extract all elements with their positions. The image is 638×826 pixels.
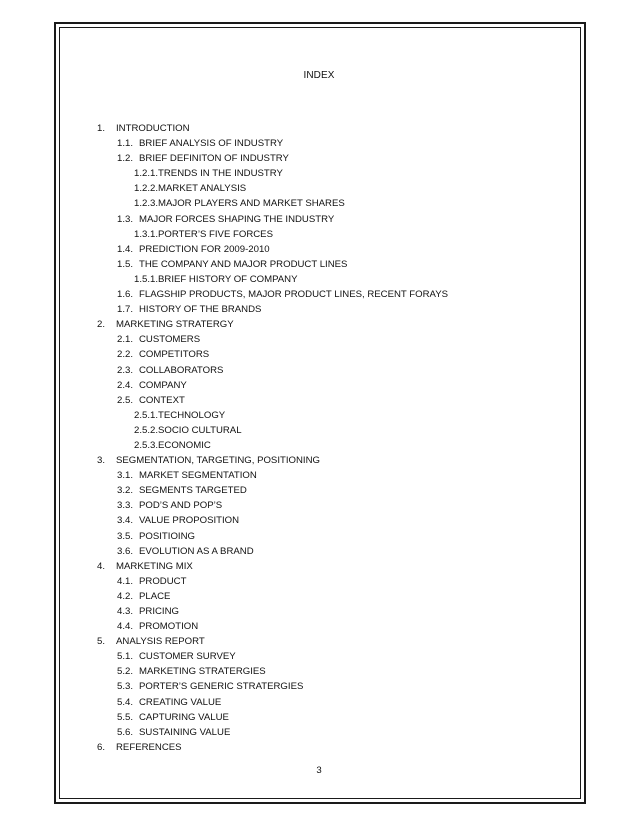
toc-entry-text: THE COMPANY AND MAJOR PRODUCT LINES	[139, 258, 348, 270]
toc-entry-level-2	[97, 649, 537, 664]
toc-entry-number: 5.3.	[117, 681, 134, 693]
toc-entry-level-2	[97, 725, 537, 740]
toc-entry-number: 1.2.	[117, 153, 134, 165]
toc-entry-level-1	[97, 317, 537, 332]
toc-entry-text: SOCIO CULTURAL	[158, 424, 242, 436]
toc-entry-level-2	[97, 287, 537, 302]
toc-entry-text: CONTEXT	[139, 394, 185, 406]
toc-entry-number: 3.6.	[117, 545, 134, 557]
toc-entry-text: ANALYSIS REPORT	[116, 636, 205, 648]
toc-entry-number: 3.5.	[117, 530, 134, 542]
toc-entry-text: PORTER’S FIVE FORCES	[158, 228, 273, 240]
toc-entry-number: 2.5.	[117, 394, 134, 406]
toc-entry-number: 5.4.	[117, 696, 134, 708]
toc-entry-number: 4.1.	[117, 575, 134, 587]
toc-entry-text: PORTER’S GENERIC STRATERGIES	[139, 681, 304, 693]
toc-entry-number: 6.	[97, 741, 106, 753]
toc-entry-level-1	[97, 740, 537, 755]
toc-entry-level-1	[97, 559, 537, 574]
toc-entry-level-2	[97, 257, 537, 272]
toc-entry-level-3	[97, 181, 537, 196]
toc-entry-number: 1.3.	[117, 213, 134, 225]
toc-entry-number: 2.1.	[117, 334, 134, 346]
toc-entry-number: 5.5.	[117, 711, 134, 723]
toc-entry-number: 2.5.2.	[134, 424, 159, 436]
toc-entry-text: BRIEF HISTORY OF COMPANY	[158, 273, 298, 285]
toc-entry-level-2	[97, 242, 537, 257]
toc-entry-text: INTRODUCTION	[116, 123, 190, 134]
toc-entry-level-3	[97, 408, 537, 423]
toc-entry-level-2	[97, 679, 537, 694]
toc-entry-level-1	[97, 453, 537, 468]
toc-entry-text: PRODUCT	[139, 575, 187, 587]
toc-entry-number: 4.4.	[117, 621, 134, 633]
toc-entry-text: POD’S AND POP’S	[139, 500, 223, 512]
toc-entry-level-2	[97, 619, 537, 634]
toc-entry-number: 3.2.	[117, 485, 134, 497]
toc-entry-number: 2.5.1.	[134, 409, 159, 421]
toc-entry-number: 1.2.2.	[134, 183, 159, 195]
page-number: 3	[316, 765, 322, 776]
toc-entry-number: 4.3.	[117, 606, 134, 617]
toc-entry-level-2	[97, 574, 537, 589]
toc-entry-number: 2.	[97, 319, 106, 331]
toc-entry-number: 2.5.3.	[134, 439, 159, 451]
toc-entry-level-2	[97, 498, 537, 513]
toc-entry-level-2	[97, 483, 537, 498]
toc-entry-number: 3.1.	[117, 470, 134, 482]
toc-entry-text: VALUE PROPOSITION	[139, 515, 240, 527]
toc-entry-number: 3.3.	[117, 500, 134, 512]
toc-entry-level-2	[97, 302, 537, 317]
toc-entry-text: MARKET ANALYSIS	[158, 183, 247, 195]
toc-entry-text: BRIEF DEFINITON OF INDUSTRY	[139, 153, 289, 165]
toc-entry-number: 2.3.	[117, 364, 134, 376]
toc-entry-number: 5.6.	[117, 726, 134, 738]
toc-entry-level-2	[97, 332, 537, 347]
toc-entry-level-2	[97, 710, 537, 725]
toc-entry-level-2	[97, 468, 537, 483]
toc-entry-number: 5.	[97, 636, 106, 648]
toc-entry-level-2	[97, 378, 537, 393]
toc-entry-text: MAJOR FORCES SHAPING THE INDUSTRY	[139, 213, 335, 225]
toc-entry-text: SEGMENTATION, TARGETING, POSITIONING	[116, 455, 320, 467]
toc-entry-text: BRIEF ANALYSIS OF INDUSTRY	[139, 138, 284, 150]
toc-entry-level-2	[97, 604, 537, 619]
toc-entry-level-2	[97, 513, 537, 528]
toc-entry-level-2	[97, 529, 537, 544]
toc-entry-text: COMPETITORS	[139, 349, 210, 361]
toc-entry-text: MARKETING STRATERGY	[116, 319, 234, 331]
toc-entry-text: CAPTURING VALUE	[139, 711, 229, 723]
toc-entry-text: MARKETING STRATERGIES	[139, 666, 266, 678]
toc-entry-text: EVOLUTION AS A BRAND	[139, 545, 254, 557]
toc-entry-level-2	[97, 347, 537, 362]
toc-entry-level-3	[97, 438, 537, 453]
toc-entry-number: 1.6.	[117, 289, 134, 301]
toc-entry-text: COMPANY	[139, 379, 187, 391]
toc-entry-number: 1.4.	[117, 243, 134, 255]
toc-entry-level-1	[97, 634, 537, 649]
toc-entry-level-1	[97, 121, 537, 136]
toc-entry-number: 1.3.1.	[134, 228, 159, 240]
toc-entry-level-2	[97, 151, 537, 166]
toc-entry-text: CUSTOMER SURVEY	[139, 651, 236, 663]
toc-entry-text: ECONOMIC	[158, 439, 211, 451]
table-of-contents	[97, 121, 537, 755]
toc-entry-text: PREDICTION FOR 2009-2010	[139, 243, 270, 255]
toc-entry-number: 4.2.	[117, 590, 134, 602]
toc-entry-text: MARKETING MIX	[116, 560, 193, 572]
toc-entry-level-3	[97, 196, 537, 211]
toc-entry-number: 1.	[97, 123, 106, 134]
toc-entry-text: CUSTOMERS	[139, 334, 201, 346]
toc-entry-level-2	[97, 589, 537, 604]
toc-entry-level-2	[97, 136, 537, 151]
toc-entry-text: PRICING	[139, 606, 179, 617]
toc-entry-text: SUSTAINING VALUE	[139, 726, 231, 738]
toc-entry-number: 1.2.3.	[134, 198, 159, 210]
toc-entry-text: MAJOR PLAYERS AND MARKET SHARES	[158, 198, 345, 210]
toc-entry-level-2	[97, 212, 537, 227]
toc-entry-level-2	[97, 363, 537, 378]
toc-entry-text: HISTORY OF THE BRANDS	[139, 304, 262, 316]
toc-entry-text: PLACE	[139, 590, 171, 602]
toc-entry-number: 1.7.	[117, 304, 134, 316]
toc-entry-level-2	[97, 664, 537, 679]
toc-entry-level-2	[97, 544, 537, 559]
toc-entry-number: 3.	[97, 455, 106, 467]
toc-entry-number: 2.4.	[117, 379, 134, 391]
toc-entry-level-3	[97, 272, 537, 287]
toc-entry-number: 4.	[97, 560, 106, 572]
toc-entry-level-3	[97, 166, 537, 181]
toc-entry-number: 1.5.1.	[134, 273, 159, 285]
toc-entry-number: 5.1.	[117, 651, 134, 663]
toc-entry-level-3	[97, 227, 537, 242]
toc-entry-number: 5.2.	[117, 666, 134, 678]
toc-entry-number: 3.4.	[117, 515, 134, 527]
toc-entry-text: REFERENCES	[116, 741, 182, 753]
toc-entry-number: 1.1.	[117, 138, 134, 150]
toc-entry-text: COLLABORATORS	[139, 364, 224, 376]
toc-entry-level-2	[97, 695, 537, 710]
toc-entry-number: 1.2.1.	[134, 168, 159, 180]
toc-entry-text: TECHNOLOGY	[158, 409, 226, 421]
toc-entry-text: MARKET SEGMENTATION	[139, 470, 257, 482]
index-title: INDEX	[303, 70, 335, 81]
toc-entry-level-2	[97, 393, 537, 408]
toc-entry-number: 2.2.	[117, 349, 134, 361]
toc-entry-text: SEGMENTS TARGETED	[139, 485, 247, 497]
toc-entry-text: CREATING VALUE	[139, 696, 222, 708]
toc-entry-text: FLAGSHIP PRODUCTS, MAJOR PRODUCT LINES, RECENT FORAYS	[139, 289, 449, 301]
toc-entry-text: TRENDS IN THE INDUSTRY	[158, 168, 283, 180]
toc-entry-text: POSITIOING	[139, 530, 195, 542]
toc-entry-number: 1.5.	[117, 258, 134, 270]
toc-entry-level-3	[97, 423, 537, 438]
toc-entry-text: PROMOTION	[139, 621, 199, 633]
